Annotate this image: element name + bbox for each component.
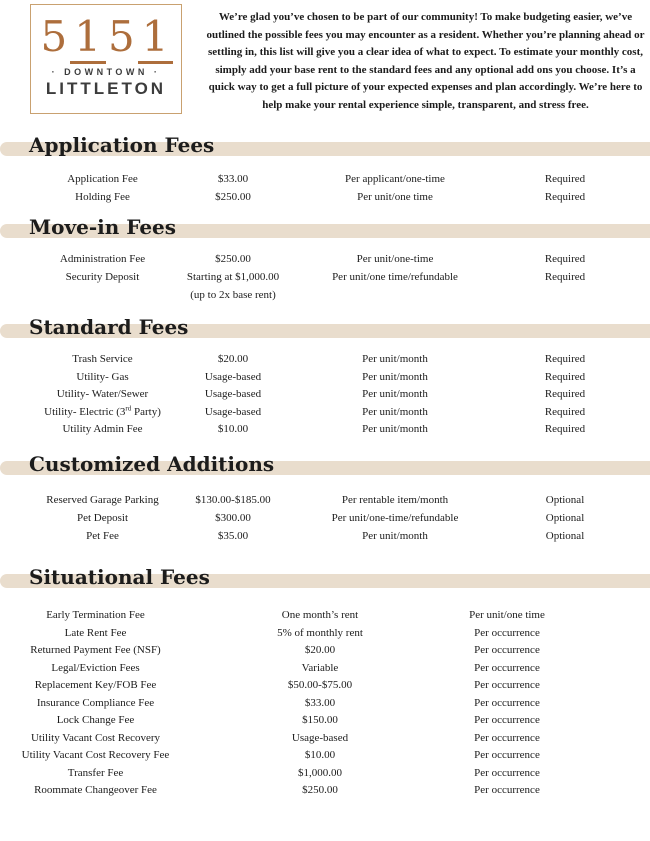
fee-amount: $33.00 (217, 173, 249, 185)
table-row (0, 765, 650, 783)
fee-frequency: Per occurrence (474, 714, 540, 726)
fee-amount: $250.00 (215, 253, 251, 265)
table-row (0, 188, 650, 206)
table-row (0, 782, 650, 800)
fee-frequency: Per unit/one time/refundable (332, 271, 458, 283)
fee-frequency: Per applicant/one-time (345, 173, 445, 185)
fee-amount: $250.00 (215, 191, 251, 203)
table-row (0, 695, 650, 713)
table-row (0, 351, 650, 369)
fee-amount: Usage-based (204, 405, 262, 418)
fee-name: Replacement Key/FOB Fee (34, 679, 157, 691)
intro-paragraph: We’re glad you’ve chosen to be part of our community! To make budgeting easier, we’ve outlined the possible fees you may encounter as a resident. Whether you’re planning ahead or settling in, this list will give you a clear idea of what to expect. To estimate your monthly cost, simply add your base rent to the standard fees and any optional add ons you choose. It’s a quick way to get a full picture of your expected expenses and plan accordingly. We’re here to help make your rental experience simple, transparent, and stress free. (206, 11, 645, 111)
section-heading-application-fees (0, 133, 650, 159)
fee-name: Transfer Fee (67, 766, 124, 779)
fee-status: Required (544, 388, 586, 401)
fee-name: Pet Deposit (76, 512, 129, 524)
fee-amount: $300.00 (215, 512, 251, 524)
fee-amount: Variable (301, 661, 339, 674)
fee-status: Required (544, 370, 586, 383)
fee-status: Required (544, 191, 586, 203)
customized-additions-table (0, 491, 650, 545)
fee-name-post: Party) (131, 405, 161, 418)
fee-amount: $20.00 (217, 353, 249, 365)
section-heading-situational-fees (0, 565, 650, 591)
application-fees-table (0, 170, 650, 206)
logo-digit: 1 (138, 13, 174, 64)
fee-name: Utility Vacant Cost Recovery Fee (21, 749, 170, 761)
section-heading-standard-fees (0, 315, 650, 341)
logo-digit: 5 (40, 12, 69, 61)
fee-amount: $50.00-$75.00 (287, 679, 353, 691)
table-row (0, 369, 650, 387)
fee-name: Utility Admin Fee (62, 423, 143, 436)
section-heading-customized-additions (0, 452, 650, 478)
section-title: Move-in Fees (29, 215, 177, 239)
logo-5151 (31, 13, 181, 64)
fee-name: Administration Fee (59, 253, 146, 265)
fee-frequency: Per unit/month (362, 353, 428, 365)
fee-name: Utility- Gas (76, 370, 129, 383)
fee-name: Security Deposit (65, 271, 140, 283)
table-row (0, 625, 650, 643)
fee-name: Utility Vacant Cost Recovery (30, 731, 161, 744)
fee-name: Lock Change Fee (56, 714, 135, 726)
fee-status: Optional (545, 530, 585, 542)
logo-digit: 5 (108, 12, 136, 61)
fee-name: Returned Payment Fee (NSF) (30, 644, 161, 656)
table-row (0, 527, 650, 545)
table-row (0, 170, 650, 188)
fee-frequency: Per occurrence (474, 766, 540, 779)
move-in-fees-table (0, 250, 650, 304)
fee-amount: Usage-based (204, 370, 262, 383)
table-row (0, 642, 650, 660)
fee-amount-main: Starting at $1,000.00 (186, 271, 280, 283)
fee-name: Insurance Compliance Fee (36, 696, 155, 709)
table-row (0, 677, 650, 695)
ordinal-superscript: rd (125, 404, 132, 413)
fee-status: Required (544, 173, 586, 185)
section-title: Standard Fees (29, 315, 189, 339)
fee-name: Early Termination Fee (46, 609, 145, 621)
fee-name: Reserved Garage Parking (46, 494, 159, 506)
fee-frequency: Per unit/month (362, 530, 428, 542)
section-heading-move-in-fees (0, 215, 650, 241)
fee-amount: One month’s rent (281, 609, 359, 621)
fee-name: Roommate Changeover Fee (34, 784, 157, 796)
fee-amount: $35.00 (217, 530, 249, 542)
fee-frequency: Per unit/one time (357, 191, 433, 203)
fee-status: Required (544, 423, 586, 436)
fee-status: Optional (545, 512, 585, 524)
fee-frequency: Per occurrence (474, 644, 540, 656)
table-row (0, 404, 650, 422)
community-logo (30, 4, 182, 114)
fee-frequency: Per unit/month (362, 405, 428, 418)
fee-amount (170, 268, 296, 304)
fee-amount: $33.00 (304, 696, 336, 709)
fee-name: Application Fee (67, 173, 138, 185)
section-title: Application Fees (29, 133, 215, 157)
fee-frequency: Per unit/month (362, 423, 428, 436)
section-title: Situational Fees (29, 565, 210, 589)
fee-frequency: Per occurrence (474, 696, 540, 709)
fee-amount-note: (up to 2x base rent) (190, 289, 276, 301)
fee-name: Utility- Water/Sewer (56, 388, 149, 401)
fee-status: Required (544, 271, 586, 283)
fee-amount: $20.00 (304, 644, 336, 656)
fee-frequency: Per unit/month (362, 388, 428, 401)
table-row (0, 660, 650, 678)
fee-amount: $10.00 (304, 749, 336, 761)
fee-status: Optional (545, 494, 585, 506)
fee-amount: Usage-based (204, 388, 262, 401)
fee-name: Late Rent Fee (64, 626, 127, 639)
fee-status: Required (544, 353, 586, 365)
fee-amount: $1,000.00 (298, 766, 342, 779)
table-row (0, 509, 650, 527)
fee-name (20, 404, 185, 422)
standard-fees-table (0, 351, 650, 439)
table-row (0, 268, 650, 304)
fee-frequency: Per occurrence (474, 661, 540, 674)
fee-frequency: Per unit/month (362, 370, 428, 383)
fee-frequency: Per rentable item/month (341, 494, 449, 506)
fee-amount: $10.00 (217, 423, 249, 436)
fee-frequency: Per occurrence (474, 626, 540, 639)
fee-frequency: Per occurrence (474, 731, 540, 744)
fee-name: Trash Service (72, 353, 133, 365)
section-title: Customized Additions (29, 452, 275, 476)
fee-name: Pet Fee (86, 530, 119, 542)
fee-name-pre: Utility- Electric (3 (44, 405, 126, 418)
table-row (0, 386, 650, 404)
fee-amount: $150.00 (302, 714, 338, 726)
logo-digit: 1 (70, 13, 106, 64)
fee-frequency: Per unit/one-time (356, 253, 434, 265)
situational-fees-table (0, 607, 650, 800)
table-row (0, 712, 650, 730)
fee-amount: $130.00-$185.00 (195, 494, 271, 506)
fee-amount: 5% of monthly rent (277, 626, 363, 639)
logo-littleton-label: LITTLETON (45, 79, 167, 98)
fee-frequency: Per occurrence (474, 749, 540, 761)
fee-name: Holding Fee (75, 191, 130, 203)
fee-status: Required (544, 253, 586, 265)
table-row (0, 491, 650, 509)
fee-status: Required (544, 405, 586, 418)
logo-downtown-label: · DOWNTOWN · (51, 67, 161, 77)
table-row (0, 730, 650, 748)
fee-amount: $250.00 (302, 784, 338, 796)
fee-frequency: Per unit/one-time/refundable (331, 512, 459, 524)
fee-frequency: Per occurrence (474, 679, 540, 691)
table-row (0, 250, 650, 268)
fee-frequency: Per unit/one time (469, 609, 545, 621)
table-row (0, 421, 650, 439)
fee-amount: Usage-based (291, 731, 349, 744)
table-row (0, 607, 650, 625)
fee-frequency: Per occurrence (474, 784, 540, 796)
fee-name: Legal/Eviction Fees (51, 661, 140, 674)
table-row (0, 747, 650, 765)
